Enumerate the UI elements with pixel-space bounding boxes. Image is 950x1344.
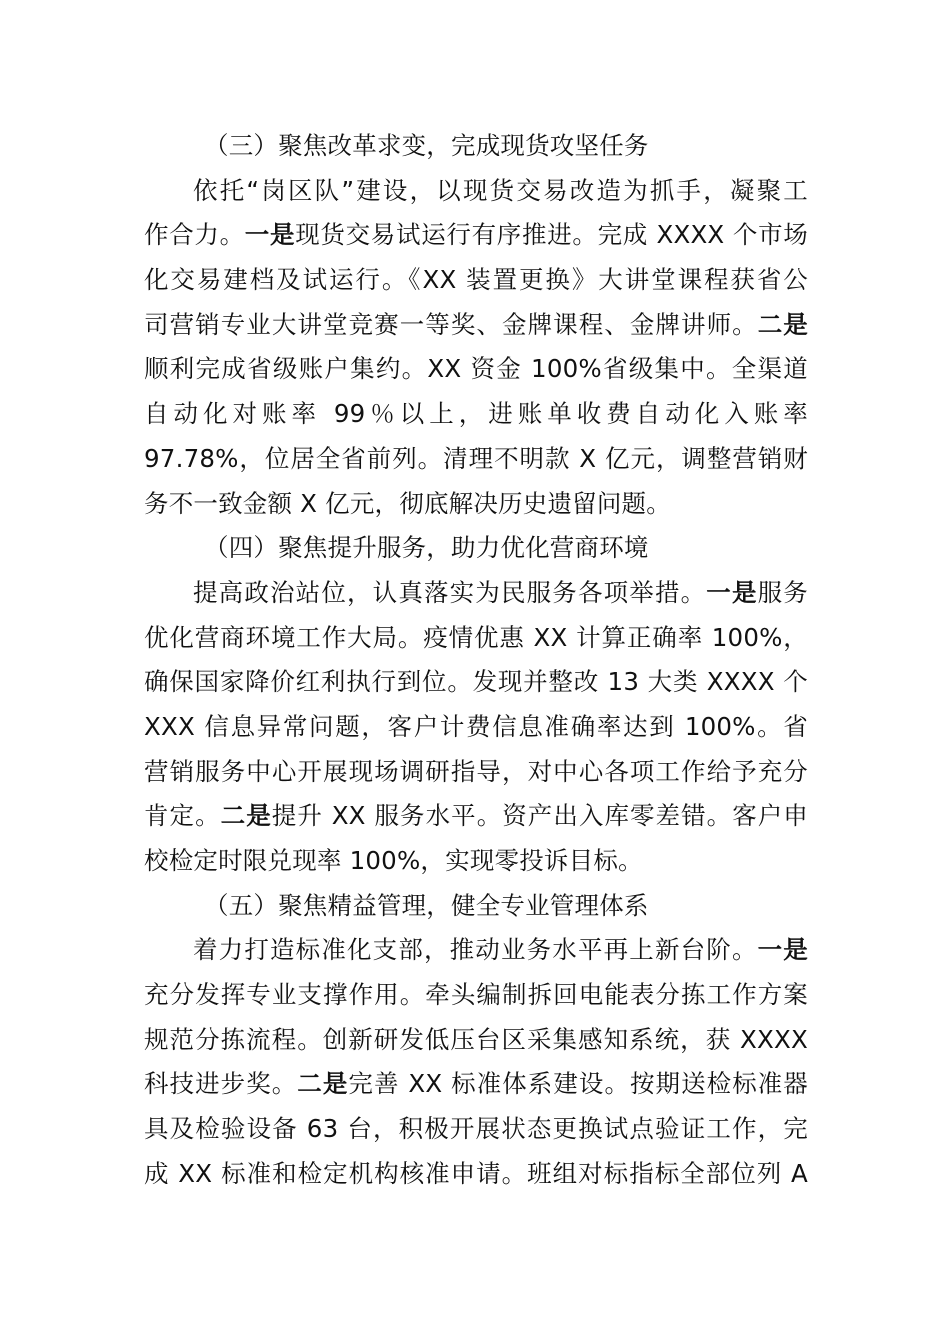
text-run: 服务 bbox=[757, 577, 809, 607]
emphasis-first: 一是 bbox=[706, 577, 758, 607]
section-3-paragraph-line-1: 依托“岗区队”建设，以现货交易改造为抓手，凝聚工 bbox=[193, 175, 808, 205]
section-4-heading: （四）聚焦提升服务，助力优化营商环境 bbox=[204, 533, 649, 563]
emphasis-first: 一是 bbox=[244, 220, 296, 250]
section-4-paragraph-line-5: 营销服务中心开展现场调研指导，对中心各项工作给予充分 bbox=[144, 756, 808, 786]
text-run: 着力打造标准化支部，推动业务水平再上新台阶。 bbox=[193, 935, 758, 965]
text-run: 提升 XX 服务水平。资产出入库零差错。客户申 bbox=[271, 801, 808, 831]
document-body bbox=[144, 124, 808, 1197]
section-3-paragraph-line-8: 务不一致金额 X 亿元，彻底解决历史遗留问题。 bbox=[144, 488, 671, 518]
section-3-paragraph-line-7: 97.78%，位居全省前列。清理不明款 X 亿元，调整营销财 bbox=[144, 443, 808, 473]
emphasis-first: 一是 bbox=[757, 935, 808, 965]
section-4-paragraph-line-1 bbox=[144, 571, 808, 616]
section-3-paragraph-line-4 bbox=[144, 303, 808, 348]
section-5-heading: （五）聚焦精益管理，健全专业管理体系 bbox=[204, 890, 649, 920]
section-5-paragraph-line-2: 充分发挥专业支撑作用。牵头编制拆回电能表分拣工作方案 bbox=[144, 980, 808, 1010]
section-3-paragraph-line-2 bbox=[144, 213, 808, 258]
emphasis-second: 二是 bbox=[757, 309, 808, 339]
section-4-paragraph-line-6 bbox=[144, 794, 808, 839]
text-run: 作合力。 bbox=[144, 220, 245, 250]
text-run: 提高政治站位，认真落实为民服务各项举措。 bbox=[193, 577, 707, 607]
text-run: 肯定。 bbox=[144, 801, 221, 831]
section-5-paragraph-line-6: 成 XX 标准和检定机构核准申请。班组对标指标全部位列 A bbox=[144, 1158, 808, 1188]
section-3-paragraph-line-5: 顺利完成省级账户集约。XX 资金 100%省级集中。全渠道 bbox=[144, 354, 808, 384]
text-run: 现货交易试运行有序推进。完成 XXXX 个市场 bbox=[295, 220, 808, 250]
section-4-paragraph-line-2: 优化营商环境工作大局。疫情优惠 XX 计算正确率 100%， bbox=[144, 622, 808, 652]
section-5-paragraph-line-5: 具及检验设备 63 台，积极开展状态更换试点验证工作，完 bbox=[144, 1114, 808, 1144]
text-run: 完善 XX 标准体系建设。按期送检标准器 bbox=[348, 1069, 808, 1099]
section-5-paragraph-line-4 bbox=[144, 1062, 808, 1107]
section-3-paragraph-line-6: 自动化对账率 99％以上，进账单收费自动化入账率 bbox=[144, 399, 808, 429]
section-5-paragraph-line-3: 规范分拣流程。创新研发低压台区采集感知系统，获 XXXX bbox=[144, 1024, 808, 1054]
text-run: 科技进步奖。 bbox=[144, 1069, 298, 1099]
emphasis-second: 二是 bbox=[220, 801, 272, 831]
section-3-heading: （三）聚焦改革求变，完成现货攻坚任务 bbox=[204, 131, 649, 160]
section-4-paragraph-line-7: 校检定时限兑现率 100%，实现零投诉目标。 bbox=[144, 846, 643, 875]
section-5-paragraph-line-1 bbox=[144, 928, 808, 973]
text-run: 司营销专业大讲堂竞赛一等奖、金牌课程、金牌讲师。 bbox=[144, 309, 758, 339]
section-4-paragraph-line-3: 确保国家降价红利执行到位。发现并整改 13 大类 XXXX 个 bbox=[144, 667, 808, 697]
section-4-paragraph-line-4: XXX 信息异常问题，客户计费信息准确率达到 100%。省 bbox=[144, 711, 808, 741]
emphasis-second: 二是 bbox=[297, 1069, 349, 1099]
section-3-paragraph-line-3: 化交易建档及试运行。《XX 装置更换》大讲堂课程获省公 bbox=[144, 265, 808, 295]
